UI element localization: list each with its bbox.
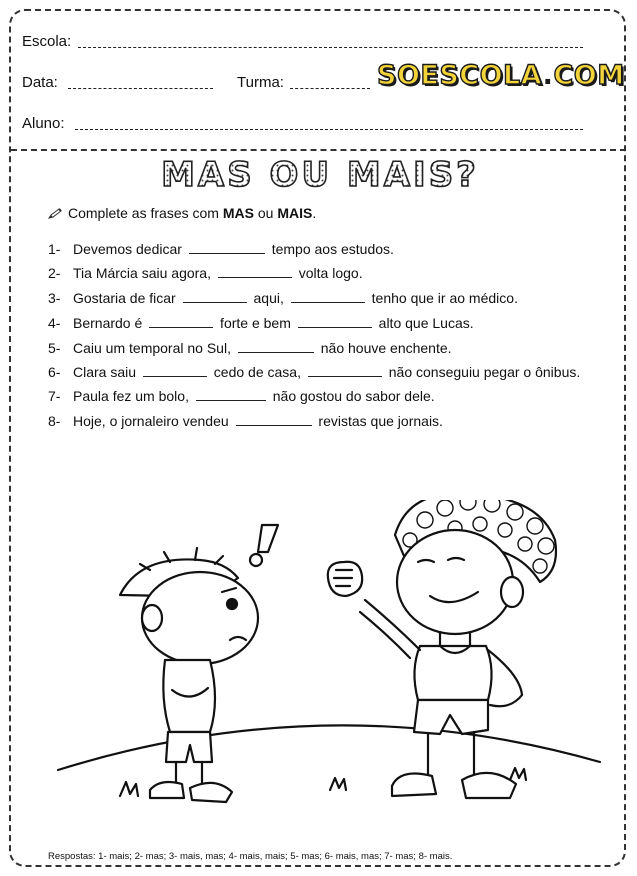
answer-blank[interactable] (218, 277, 292, 278)
instruction-middle: ou (253, 205, 278, 221)
logo-dot: . (542, 60, 554, 91)
item-number: 4- (48, 315, 61, 331)
answer-blank[interactable] (183, 302, 247, 303)
item-text: forte e bem (216, 315, 295, 331)
item-number: 6- (48, 364, 61, 380)
exercise-item (48, 241, 394, 257)
item-number: 7- (48, 388, 61, 404)
answer-blank[interactable] (236, 425, 312, 426)
site-logo (377, 60, 625, 91)
class-field[interactable] (290, 88, 370, 89)
boy-right (328, 500, 556, 798)
class-label: Turma: (237, 74, 284, 91)
exercise-item (48, 340, 452, 356)
grass-icon (510, 768, 526, 780)
date-field[interactable] (68, 88, 213, 89)
answer-key: Respostas: 1- mais; 2- mas; 3- mais, mas; 4- mais, mais; 5- mas; 6- mais, mas; 7- mas; 8- mais. (48, 851, 453, 862)
exercise-item (48, 413, 443, 429)
school-field[interactable] (78, 47, 583, 48)
item-text: Hoje, o jornaleiro vendeu (73, 413, 233, 429)
date-label: Data: (22, 74, 58, 91)
logo-name: SOESCOLA (377, 60, 543, 91)
item-number: 3- (48, 290, 61, 306)
instruction-suffix: . (312, 205, 317, 221)
answer-blank[interactable] (143, 376, 207, 377)
item-text: volta logo. (294, 265, 363, 281)
instruction-prefix: Complete as frases com (68, 205, 223, 221)
item-number: 2- (48, 265, 61, 281)
item-text: Tia Márcia saiu agora, (73, 265, 215, 281)
grass-icon (330, 778, 346, 790)
item-text: tenho que ir ao médico. (367, 290, 518, 306)
item-text: não houve enchente. (316, 340, 452, 356)
pencil-icon (48, 208, 64, 220)
item-text: Bernardo é (73, 315, 147, 331)
instruction-word-mais: MAIS (277, 205, 313, 221)
exclamation-icon (250, 525, 278, 566)
answer-blank[interactable] (291, 302, 365, 303)
logo-suffix: COM (553, 60, 625, 91)
exercise-item (48, 388, 435, 404)
exercise-item (48, 265, 363, 281)
boy-left (120, 548, 258, 802)
instruction (48, 205, 316, 221)
instruction-word-mas: MAS (222, 205, 254, 221)
item-number: 8- (48, 413, 61, 429)
item-text: Gostaria de ficar (73, 290, 180, 306)
answer-blank[interactable] (149, 327, 213, 328)
answer-blank[interactable] (196, 400, 266, 401)
item-text: aqui, (249, 290, 288, 306)
student-field[interactable] (75, 129, 583, 130)
item-text: revistas que jornais. (314, 413, 443, 429)
school-label: Escola: (22, 33, 72, 50)
item-text: Paula fez um bolo, (73, 388, 193, 404)
grass-icon (120, 782, 138, 796)
title-text: MAS OU MAIS? (161, 155, 479, 195)
answer-blank[interactable] (298, 327, 372, 328)
worksheet-title (160, 148, 490, 198)
exercise-item (48, 315, 474, 331)
item-text: Devemos dedicar (73, 241, 186, 257)
item-text: não gostou do sabor dele. (268, 388, 435, 404)
item-number: 1- (48, 241, 61, 257)
exercise-item (48, 364, 580, 380)
exercise-item (48, 290, 518, 306)
student-label: Aluno: (22, 115, 65, 132)
item-text: alto que Lucas. (374, 315, 474, 331)
item-text: Clara saiu (73, 364, 140, 380)
item-text: não conseguiu pegar o ônibus. (384, 364, 581, 380)
answer-blank[interactable] (238, 352, 314, 353)
answer-blank[interactable] (189, 253, 265, 254)
item-text: tempo aos estudos. (267, 241, 394, 257)
illustration (0, 500, 637, 840)
item-text: cedo de casa, (209, 364, 305, 380)
item-number: 5- (48, 340, 61, 356)
hill-outline (58, 725, 600, 770)
item-text: Caiu um temporal no Sul, (73, 340, 235, 356)
answer-blank[interactable] (308, 376, 382, 377)
